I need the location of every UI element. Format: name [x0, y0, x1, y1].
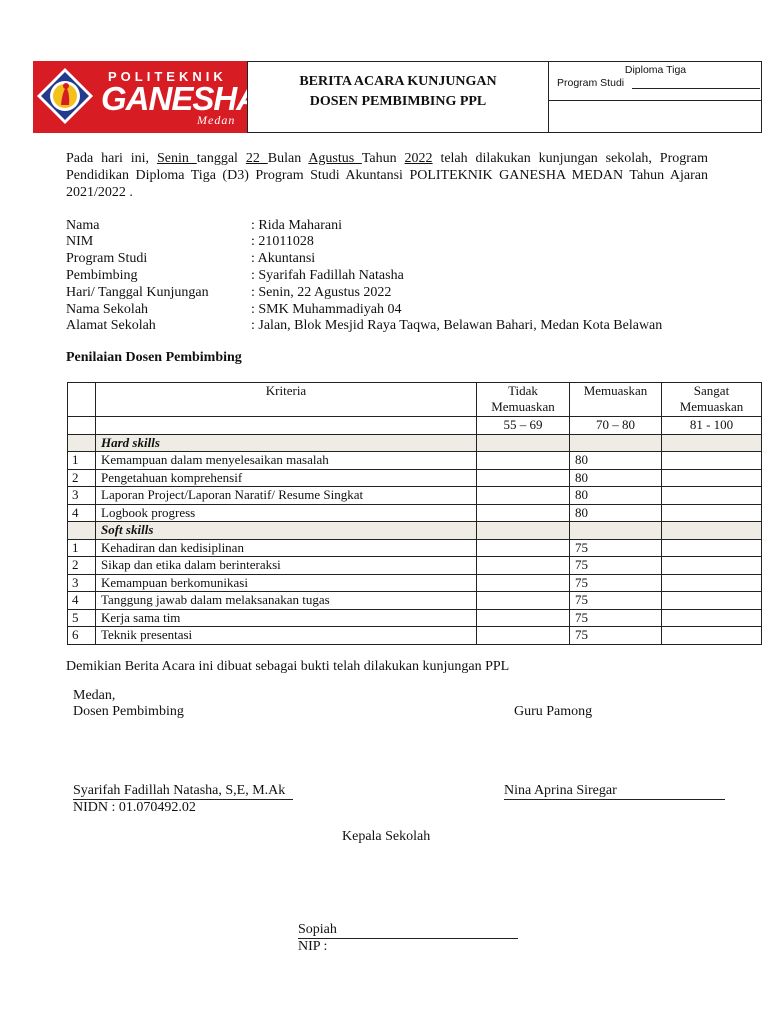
diploma-label: Diploma Tiga — [624, 64, 687, 76]
row-kriteria: Pengetahuan komprehensif — [96, 469, 477, 487]
row-number: 4 — [68, 592, 96, 610]
row-score: 75 — [570, 627, 662, 645]
info-label-tanggal: Hari/ Tanggal Kunjungan — [66, 285, 209, 300]
table-cell — [477, 452, 570, 470]
row-kriteria: Sikap dan etika dalam berinteraksi — [96, 557, 477, 575]
table-cell — [570, 522, 662, 540]
para-year: 2022 — [404, 151, 433, 166]
table-cell — [477, 574, 570, 592]
table-cell — [477, 434, 570, 452]
para-text: Pada hari ini, — [66, 151, 157, 166]
table-row — [68, 539, 762, 557]
row-score: 75 — [570, 574, 662, 592]
signature-name-kepala: Sopiah — [298, 922, 518, 939]
document-title-line2: DOSEN PEMBIMBING PPL — [309, 94, 487, 109]
table-range-row — [68, 417, 762, 435]
table-row — [68, 452, 762, 470]
table-cell — [662, 627, 762, 645]
table-cell — [570, 434, 662, 452]
row-number: 4 — [68, 504, 96, 522]
info-label-pembimbing: Pembimbing — [66, 268, 138, 283]
closing-statement: Demikian Berita Acara ini dibuat sebagai bukti telah dilakukan kunjungan PPL — [66, 659, 510, 674]
section-row-hard-skills — [68, 434, 762, 452]
row-number: 2 — [68, 469, 96, 487]
table-cell — [96, 417, 477, 435]
info-value-nim: : 21011028 — [251, 234, 314, 249]
table-cell — [662, 452, 762, 470]
para-date: 22 — [245, 151, 268, 166]
table-cell — [477, 504, 570, 522]
row-kriteria: Kerja sama tim — [96, 609, 477, 627]
row-score: 75 — [570, 609, 662, 627]
table-cell — [68, 522, 96, 540]
table-cell — [662, 574, 762, 592]
row-score: 75 — [570, 592, 662, 610]
para-day: Senin — [156, 151, 197, 166]
row-score: 80 — [570, 452, 662, 470]
signature-label-guru: Guru Pamong — [514, 704, 593, 719]
signature-place: Medan, — [73, 688, 116, 703]
emblem-icon — [36, 67, 94, 125]
logo-text-ganesha: GANESHA — [101, 80, 260, 117]
row-kriteria: Laporan Project/Laporan Naratif/ Resume Singkat — [96, 487, 477, 505]
table-cell — [477, 539, 570, 557]
intro-paragraph — [66, 150, 708, 201]
table-cell — [662, 557, 762, 575]
info-value-tanggal: : Senin, 22 Agustus 2022 — [251, 285, 392, 300]
para-text: Bulan — [267, 151, 309, 166]
row-number: 2 — [68, 557, 96, 575]
info-label-nim: NIM — [66, 234, 94, 249]
row-kriteria: Tanggung jawab dalam melaksanakan tugas — [96, 592, 477, 610]
signature-nidn: NIDN : 01.070492.02 — [73, 800, 196, 815]
logo-text-politeknik: POLITEKNIK — [108, 69, 227, 84]
header-memuaskan: Memuaskan — [570, 383, 662, 417]
info-label-alamat: Alamat Sekolah — [66, 318, 156, 333]
row-score: 75 — [570, 557, 662, 575]
header-right-divider — [549, 100, 762, 101]
table-cell — [662, 487, 762, 505]
table-cell — [662, 504, 762, 522]
table-cell — [68, 417, 96, 435]
section-row-soft-skills — [68, 522, 762, 540]
assessment-table — [67, 382, 762, 645]
table-row — [68, 592, 762, 610]
signature-label-kepala: Kepala Sekolah — [342, 829, 431, 844]
table-header-row — [68, 383, 762, 417]
header-sangat-memuaskan: Sangat Memuaskan — [662, 383, 762, 417]
header-tidak-memuaskan: Tidak Memuaskan — [477, 383, 570, 417]
signature-name-dosen: Syarifah Fadillah Natasha, S,E, M.Ak — [73, 783, 293, 800]
program-studi-label: Program Studi — [557, 77, 625, 89]
info-label-prodi: Program Studi — [66, 251, 148, 266]
row-kriteria: Logbook progress — [96, 504, 477, 522]
row-number: 3 — [68, 574, 96, 592]
row-number: 5 — [68, 609, 96, 627]
table-row — [68, 487, 762, 505]
table-cell — [477, 627, 570, 645]
section-label: Soft skills — [96, 522, 477, 540]
para-text: tanggal — [196, 151, 246, 166]
table-cell — [477, 609, 570, 627]
range-memuaskan: 70 – 80 — [570, 417, 662, 435]
table-cell — [477, 557, 570, 575]
table-cell — [68, 383, 96, 417]
signature-label-dosen: Dosen Pembimbing — [73, 704, 184, 719]
para-text: Tahun — [361, 151, 405, 166]
row-score: 75 — [570, 539, 662, 557]
logo-text-medan: Medan — [197, 113, 236, 127]
signature-name-guru: Nina Aprina Siregar — [504, 783, 725, 800]
row-score: 80 — [570, 504, 662, 522]
table-cell — [662, 469, 762, 487]
row-score: 80 — [570, 487, 662, 505]
section-label: Hard skills — [96, 434, 477, 452]
info-value-pembimbing: : Syarifah Fadillah Natasha — [251, 268, 404, 283]
info-value-sekolah: : SMK Muhammadiyah 04 — [251, 302, 402, 317]
info-value-alamat: : Jalan, Blok Mesjid Raya Taqwa, Belawan Bahari, Medan Kota Belawan — [251, 318, 663, 333]
table-cell — [477, 487, 570, 505]
table-row — [68, 574, 762, 592]
table-row — [68, 627, 762, 645]
para-month: Agustus — [308, 151, 362, 166]
info-label-nama: Nama — [66, 218, 100, 233]
para-text: telah dilakukan kunjungan sekolah, Program Pendidikan Diploma Tiga (D3) Program Studi Akuntansi POLITEKNIK GANESHA MEDAN Tahun Ajaran 2021/2022 . — [66, 151, 709, 200]
table-cell — [662, 592, 762, 610]
row-kriteria: Teknik presentasi — [96, 627, 477, 645]
header-kriteria: Kriteria — [96, 383, 477, 417]
row-number: 1 — [68, 539, 96, 557]
table-cell — [68, 434, 96, 452]
table-row — [68, 557, 762, 575]
table-cell — [662, 609, 762, 627]
table-row — [68, 504, 762, 522]
range-tidak: 55 – 69 — [477, 417, 570, 435]
info-value-nama: : Rida Maharani — [251, 218, 342, 233]
table-cell — [662, 522, 762, 540]
table-row — [68, 469, 762, 487]
row-number: 6 — [68, 627, 96, 645]
row-kriteria: Kemampuan berkomunikasi — [96, 574, 477, 592]
table-cell — [477, 522, 570, 540]
signature-nip: NIP : — [298, 939, 328, 954]
table-cell — [477, 592, 570, 610]
document-title-line1: BERITA ACARA KUNJUNGAN — [299, 74, 497, 89]
range-sangat: 81 - 100 — [662, 417, 762, 435]
table-row — [68, 609, 762, 627]
info-value-prodi: : Akuntansi — [251, 251, 316, 266]
row-number: 1 — [68, 452, 96, 470]
row-number: 3 — [68, 487, 96, 505]
row-kriteria: Kehadiran dan kedisiplinan — [96, 539, 477, 557]
row-kriteria: Kemampuan dalam menyelesaikan masalah — [96, 452, 477, 470]
table-cell — [477, 469, 570, 487]
program-studi-blank — [632, 88, 760, 89]
row-score: 80 — [570, 469, 662, 487]
table-cell — [662, 539, 762, 557]
info-label-sekolah: Nama Sekolah — [66, 302, 149, 317]
section-title-penilaian: Penilaian Dosen Pembimbing — [66, 350, 242, 365]
table-cell — [662, 434, 762, 452]
